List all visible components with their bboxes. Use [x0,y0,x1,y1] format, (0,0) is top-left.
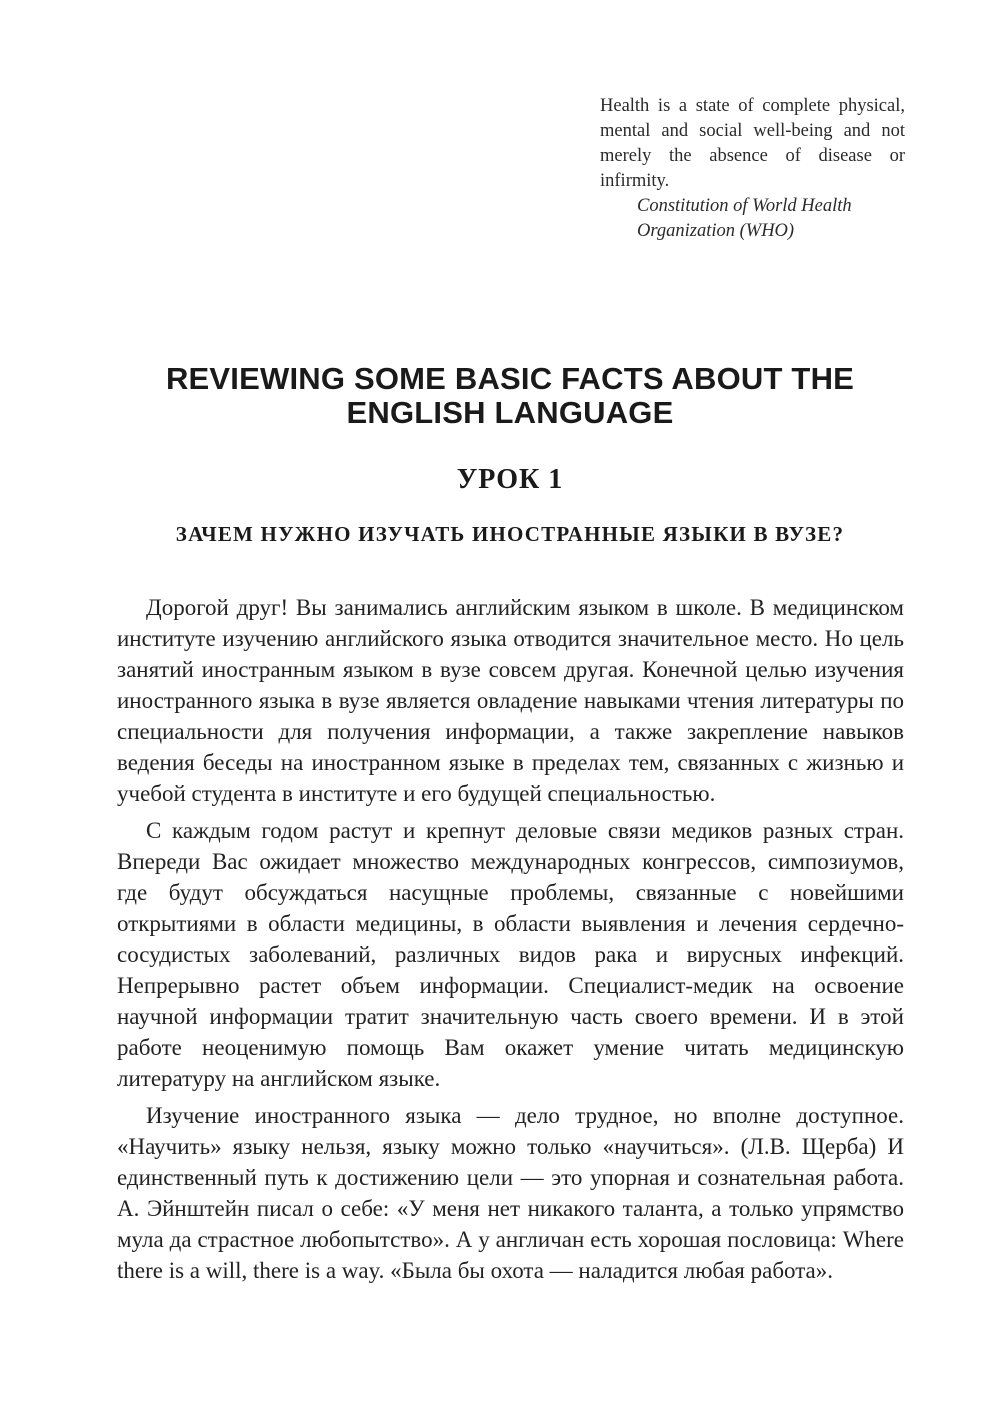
lesson-title: УРОК 1 [456,464,564,495]
section-title: REVIEWING SOME BASIC FACTS ABOUT THE ENGLISH LANGUAGE [165,361,855,430]
lesson-subtitle: ЗАЧЕМ НУЖНО ИЗУЧАТЬ ИНОСТРАННЫЕ ЯЗЫКИ В ВУЗЕ? [175,522,845,546]
epigraph-quote: Health is a state of complete physical, mental and social well-being and not merely the absence of disease or infirmity. [600,96,905,191]
epigraph [600,94,905,244]
paragraph: С каждым годом растут и крепнут деловые связи медиков разных стран. Впереди Вас ожидает множество международных конгрессов, симпозиумов, где будут обсуждаться насущные проблемы, связанные с новейшими открытиями в области медицины, в области выявления и лечения сердечно-сосудистых заболеваний, различных видов рака и вирусных инфекций. Непрерывно растет объем информации. Специалист-медик на освоение научной информации тратит значительную часть своего времени. И в этой работе неоценимую помощь Вам окажет умение читать медицинскую литературу на английском языке. [117,818,904,1091]
paragraph: Дорогой друг! Вы занимались английским языком в школе. В медицинском институте изучению английского языка отводится значительное место. Но цель занятий иностранным языком в вузе совсем другая. Конечной целью изучения иностранного языка в вузе является овладение навыками чтения литературы по специальности для получения информации, а также закрепление навыков ведения беседы на иностранном языке в пределах тем, связанных с жизнью и учебой студента в институте и его будущей специальностью. [117,595,904,806]
lesson-body [117,592,904,1292]
paragraph: Изучение иностранного языка — дело трудное, но вполне доступное. «Научить» языку нельзя, языку можно только «научиться». (Л.В. Щерба) И единственный путь к достижению цели — это упорная и сознательная работа. А. Эйнштейн писал о себе: «У меня нет никакого таланта, а только упрямство мула да страстное любопытство». А у англичан есть хорошая пословица: Where there is a will, there is a way. «Была бы охота — наладится любая работа». [117,1103,904,1283]
epigraph-source: Constitution of World Health Organization (WHO) [637,196,852,241]
